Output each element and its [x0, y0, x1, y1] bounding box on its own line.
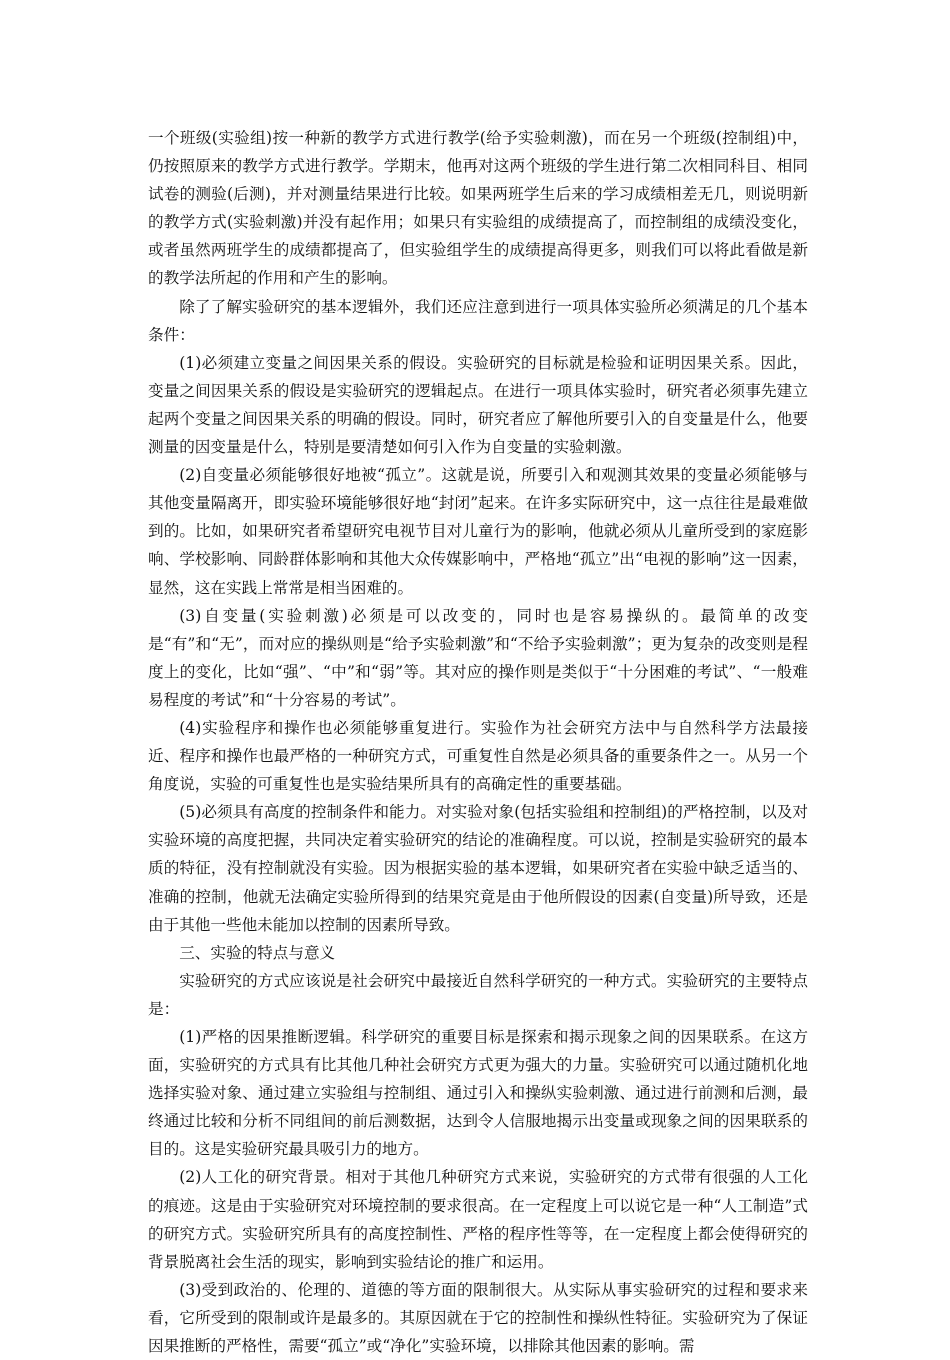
paragraph-condition-1: (1)必须建立变量之间因果关系的假设。实验研究的目标就是检验和证明因果关系。因此，变量之间因果关系的假设是实验研究的逻辑起点。在进行一项具体实验时，研究者必须事先建立起两个变量之间因果关系的明确的假设。同时，研究者应了解他所要引入的自变量是什么，他要测量的因变量是什么，特别是要清楚如何引入作为自变量的实验刺激。 [148, 353, 808, 457]
paragraph-condition-2: (2)自变量必须能够很好地被“孤立”。这就是说，所要引入和观测其效果的变量必须能够与其他变量隔离开，即实验环境能够很好地“封闭”起来。在许多实际研究中，这一点往往是最难做到的。比如，如果研究者希望研究电视节目对儿童行为的影响，他就必须从儿童所受到的家庭影响、学校影响、同龄群体影响和其他大众传媒影响中，严格地“孤立”出“电视的影响”这一因素，显然，这在实践上常常是相当困难的。 [148, 466, 808, 597]
paragraph-feature-3: (3)受到政治的、伦理的、道德的等方面的限制很大。从实际从事实验研究的过程和要求来看，它所受到的限制或许是最多的。其原因就在于它的控制性和操纵性特征。实验研究为了保证因果推断的严格性，需要“孤立”或“净化”实验环境，以排除其他因素的影响。需 [148, 1280, 808, 1356]
paragraph-condition-5: (5)必须具有高度的控制条件和能力。对实验对象(包括实验组和控制组)的严格控制，以及对实验环境的高度把握，共同决定着实验研究的结论的准确程度。可以说，控制是实验研究的最本质的特征，没有控制就没有实验。因为根据实验的基本逻辑，如果研究者在实验中缺乏适当的、准确的控制，他就无法确定实验所得到的结果究竟是由于他所假设的因素(自变量)所导致，还是由于其他一些他未能加以控制的因素所导致。 [148, 803, 808, 934]
paragraph-condition-4: (4)实验程序和操作也必须能够重复进行。实验作为社会研究方法中与自然科学方法最接近、程序和操作也最严格的一种研究方式，可重复性自然是必须具备的重要条件之一。从另一个角度说，实验的可重复性也是实验结果所具有的高确定性的重要基础。 [148, 718, 808, 794]
paragraph-condition-3: (3)自变量(实验刺激)必须是可以改变的，同时也是容易操纵的。最简单的改变是“有”和“无”，而对应的操纵则是“给予实验刺激”和“不给予实验刺激”；更为复杂的改变则是程度上的变化，比如“强”、“中”和“弱”等。其对应的操作则是类似于“十分困难的考试”、“一般难易程度的考试”和“十分容易的考试”。 [148, 606, 808, 709]
paragraph-feature-1: (1)严格的因果推断逻辑。科学研究的重要目标是探索和揭示现象之间的因果联系。在这方面，实验研究的方式具有比其他几种社会研究方式更为强大的力量。实验研究可以通过随机化地选择实验对象、通过建立实验组与控制组、通过引入和操纵实验刺激、通过进行前测和后测，最终通过比较和分析不同组间的前后测数据，达到令人信服地揭示出变量或现象之间的因果联系的目的。这是实验研究最具吸引力的地方。 [148, 1028, 808, 1159]
paragraph-basic-conditions-intro: 除了了解实验研究的基本逻辑外，我们还应注意到进行一项具体实验所必须满足的几个基本条件： [148, 297, 808, 344]
paragraph-features-intro: 实验研究的方式应该说是社会研究中最接近自然科学研究的一种方式。实验研究的主要特点是： [148, 971, 808, 1018]
paragraph-feature-2: (2)人工化的研究背景。相对于其他几种研究方式来说，实验研究的方式带有很强的人工化的痕迹。这是由于实验研究对环境控制的要求很高。在一定程度上可以说它是一种“人工制造”式的研究方式。实验研究所具有的高度控制性、严格的程序性等等，在一定程度上都会使得研究的背景脱离社会生活的现实，影响到实验结论的推广和运用。 [148, 1168, 808, 1271]
paragraph-continuation: 一个班级(实验组)按一种新的教学方式进行教学(给予实验刺激)，而在另一个班级(控制组)中，仍按照原来的教学方式进行教学。学期末，他再对这两个班级的学生进行第二次相同科目、相同试卷的测验(后测)，并对测量结果进行比较。如果两班学生后来的学习成绩相差无几，则说明新的教学方式(实验刺激)并没有起作用；如果只有实验组的成绩提高了，而控制组的成绩没变化，或者虽然两班学生的成绩都提高了，但实验组学生的成绩提高得更多，则我们可以将此看做是新的教学法所起的作用和产生的影响。 [148, 129, 808, 288]
document-page [148, 124, 808, 1360]
section-heading: 三、实验的特点与意义 [179, 943, 336, 962]
